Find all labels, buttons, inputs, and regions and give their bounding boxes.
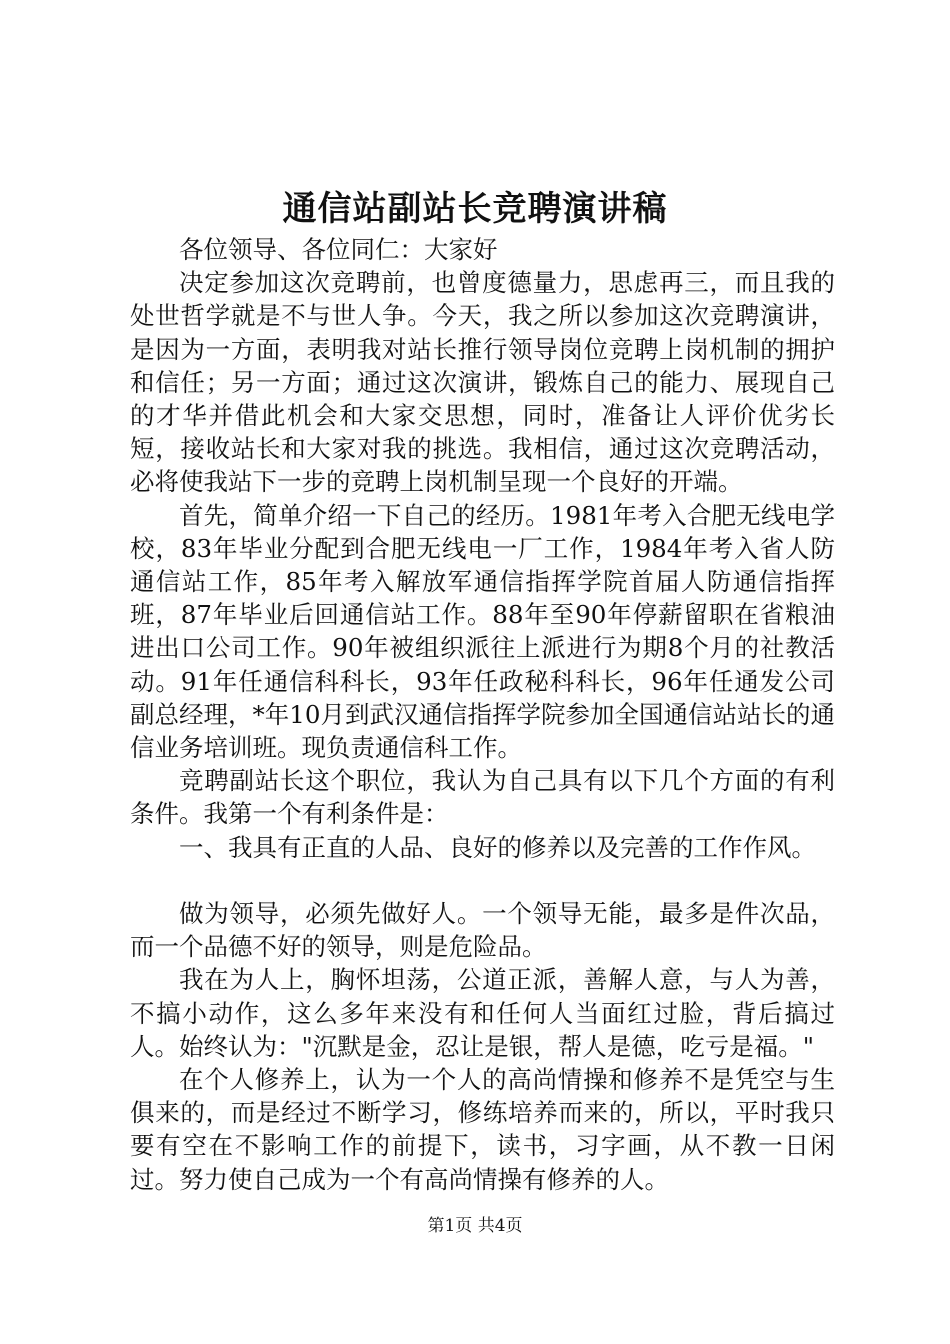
paragraph-greeting: 各位领导、各位同仁：大家好 [179, 235, 498, 264]
page-number-footer: 第1页 共4页 [427, 1216, 523, 1236]
paragraph-character: 我在为人上，胸怀坦荡，公道正派，善解人意，与人为善，不搞小动作，这么多年来没有和任何人当面红过脸，背后搞过人。始终认为："沉默是金，忍让是银，帮人是德，吃亏是福。" [130, 965, 835, 1061]
paragraph-conditions-intro: 竞聘副站长这个职位，我认为自己具有以下几个方面的有利条件。我第一个有利条件是： [130, 766, 835, 829]
document-title: 通信站副站长竞聘演讲稿 [282, 189, 668, 229]
paragraph-leadership: 做为领导，必须先做好人。一个领导无能，最多是件次品，而一个品德不好的领导，则是危险品。 [130, 899, 835, 962]
paragraph-cultivation: 在个人修养上，认为一个人的高尚情操和修养不是凭空与生俱来的，而是经过不断学习，修练培养而来的，所以，平时我只要有空在不影响工作的前提下，读书，习字画，从不教一日闲过。努力使自己成为一个有高尚情操有修养的人。 [130, 1065, 835, 1194]
paragraph-experience: 首先，简单介绍一下自己的经历。1981年考入合肥无线电学校，83年毕业分配到合肥无线电一厂工作，1984年考入省人防通信站工作，85年考入解放军通信指挥学院首届人防通信指挥班，87年毕业后回通信站工作。88年至90年停薪留职在省粮油进出口公司工作。90年被组织派往上派进行为期8个月的社教活动。91年任通信科科长，93年任政秘科科长，96年任通发公司副总经理，*年10月到武汉通信指挥学院参加全国通信站站长的通信业务培训班。现负责通信科工作。 [130, 500, 835, 763]
paragraph-condition-one: 一、我具有正直的人品、良好的修养以及完善的工作作风。 [179, 832, 816, 862]
paragraph-motivation: 决定参加这次竞聘前，也曾度德量力，思虑再三，而且我的处世哲学就是不与世人争。今天，我之所以参加这次竞聘演讲，是因为一方面，表明我对站长推行领导岗位竞聘上岗机制的拥护和信任；另一方面；通过这次演讲，锻炼自己的能力、展现自己的才华并借此机会和大家交思想，同时，准备让人评价优劣长短，接收站长和大家对我的挑选。我相信，通过这次竞聘活动，必将使我站下一步的竞聘上岗机制呈现一个良好的开端。 [130, 268, 835, 497]
document-body [130, 233, 835, 1196]
